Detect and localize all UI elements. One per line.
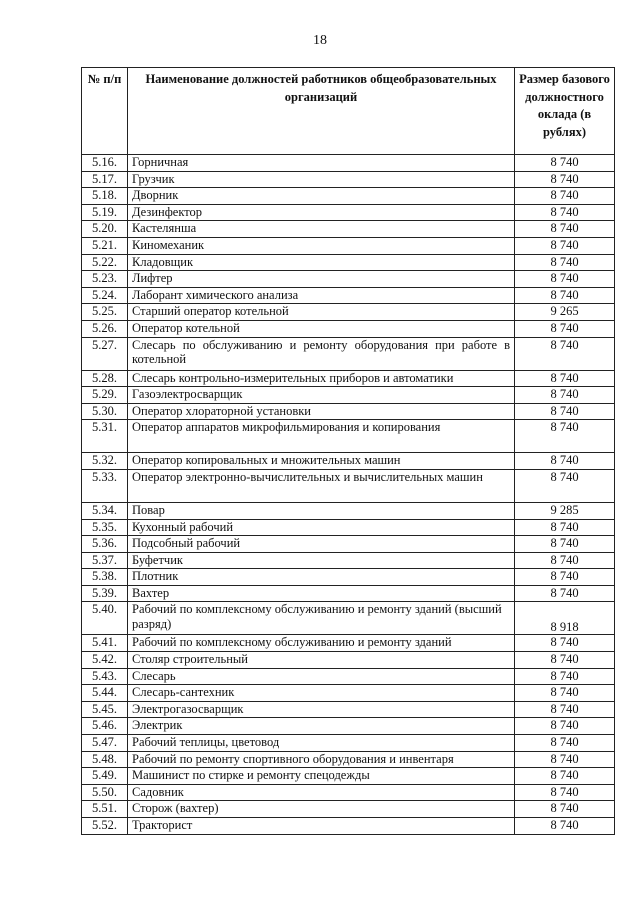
row-number: 5.42.	[82, 652, 128, 669]
position-name: Газоэлектросварщик	[128, 387, 515, 404]
row-number: 5.45.	[82, 701, 128, 718]
row-number: 5.23.	[82, 271, 128, 288]
position-name: Лаборант химического анализа	[128, 287, 515, 304]
page-number: 18	[313, 33, 327, 48]
table-row	[82, 701, 615, 718]
base-salary: 8 740	[515, 420, 615, 453]
position-name: Лифтер	[128, 271, 515, 288]
base-salary: 8 740	[515, 735, 615, 752]
base-salary: 8 740	[515, 237, 615, 254]
position-name: Вахтер	[128, 585, 515, 602]
row-number: 5.34.	[82, 502, 128, 519]
table-row	[82, 552, 615, 569]
base-salary: 8 740	[515, 337, 615, 370]
row-number: 5.52.	[82, 818, 128, 835]
position-name: Кладовщик	[128, 254, 515, 271]
position-name: Буфетчик	[128, 552, 515, 569]
table-row	[82, 536, 615, 553]
row-number: 5.49.	[82, 768, 128, 785]
table-row	[82, 237, 615, 254]
position-name: Рабочий по ремонту спортивного оборудования и инвентаря	[128, 751, 515, 768]
base-salary: 8 740	[515, 387, 615, 404]
table-row	[82, 502, 615, 519]
row-number: 5.25.	[82, 304, 128, 321]
row-number: 5.31.	[82, 420, 128, 453]
table-row	[82, 420, 615, 453]
base-salary: 8 740	[515, 718, 615, 735]
table-row	[82, 287, 615, 304]
position-name: Садовник	[128, 784, 515, 801]
row-number: 5.35.	[82, 519, 128, 536]
base-salary: 8 740	[515, 751, 615, 768]
base-salary: 8 740	[515, 519, 615, 536]
table-row	[82, 320, 615, 337]
base-salary: 8 740	[515, 801, 615, 818]
row-number: 5.44.	[82, 685, 128, 702]
row-number: 5.18.	[82, 188, 128, 205]
position-name: Электрик	[128, 718, 515, 735]
position-name: Слесарь контрольно-измерительных приборов и автоматики	[128, 370, 515, 387]
row-number: 5.20.	[82, 221, 128, 238]
position-name: Сторож (вахтер)	[128, 801, 515, 818]
position-name: Слесарь по обслуживанию и ремонту оборудования при работе в котельной	[128, 337, 515, 370]
base-salary: 8 740	[515, 635, 615, 652]
row-number: 5.22.	[82, 254, 128, 271]
row-number: 5.21.	[82, 237, 128, 254]
base-salary: 8 740	[515, 818, 615, 835]
table-row	[82, 370, 615, 387]
base-salary: 8 740	[515, 271, 615, 288]
header-position-name: Наименование должностей работников общеобразовательных организаций	[128, 68, 515, 155]
base-salary: 8 740	[515, 453, 615, 470]
table-row	[82, 585, 615, 602]
table-row	[82, 387, 615, 404]
table-row	[82, 718, 615, 735]
position-name: Киномеханик	[128, 237, 515, 254]
table-row	[82, 171, 615, 188]
position-name: Оператор аппаратов микрофильмирования и копирования	[128, 420, 515, 453]
row-number: 5.19.	[82, 204, 128, 221]
base-salary: 8 740	[515, 403, 615, 420]
header-num: № п/п	[82, 68, 128, 155]
position-name: Оператор котельной	[128, 320, 515, 337]
row-number: 5.51.	[82, 801, 128, 818]
row-number: 5.48.	[82, 751, 128, 768]
position-name: Тракторист	[128, 818, 515, 835]
table-row	[82, 469, 615, 502]
position-name: Подсобный рабочий	[128, 536, 515, 553]
base-salary: 8 740	[515, 287, 615, 304]
table-row	[82, 652, 615, 669]
base-salary: 8 740	[515, 188, 615, 205]
table-row	[82, 453, 615, 470]
table-row	[82, 254, 615, 271]
row-number: 5.40.	[82, 602, 128, 635]
base-salary: 9 285	[515, 502, 615, 519]
base-salary: 8 740	[515, 536, 615, 553]
table-row	[82, 204, 615, 221]
row-number: 5.26.	[82, 320, 128, 337]
table-row	[82, 784, 615, 801]
table-row	[82, 602, 615, 635]
position-name: Рабочий по комплексному обслуживанию и ремонту зданий	[128, 635, 515, 652]
base-salary: 8 740	[515, 585, 615, 602]
base-salary: 8 740	[515, 768, 615, 785]
position-name: Рабочий по комплексному обслуживанию и ремонту зданий (высший разряд)	[128, 602, 515, 635]
position-name: Слесарь-сантехник	[128, 685, 515, 702]
base-salary: 8 740	[515, 320, 615, 337]
row-number: 5.17.	[82, 171, 128, 188]
base-salary: 8 740	[515, 469, 615, 502]
position-name: Дезинфектор	[128, 204, 515, 221]
position-name: Повар	[128, 502, 515, 519]
position-name: Столяр строительный	[128, 652, 515, 669]
base-salary: 8 740	[515, 221, 615, 238]
table-row	[82, 271, 615, 288]
table-row	[82, 403, 615, 420]
row-number: 5.33.	[82, 469, 128, 502]
table-row	[82, 818, 615, 835]
position-name: Кастелянша	[128, 221, 515, 238]
row-number: 5.36.	[82, 536, 128, 553]
base-salary: 8 740	[515, 254, 615, 271]
row-number: 5.32.	[82, 453, 128, 470]
base-salary: 8 740	[515, 370, 615, 387]
table-row	[82, 801, 615, 818]
row-number: 5.30.	[82, 403, 128, 420]
base-salary: 8 740	[515, 569, 615, 586]
position-name: Электрогазосварщик	[128, 701, 515, 718]
base-salary: 8 740	[515, 685, 615, 702]
position-name: Плотник	[128, 569, 515, 586]
table-row	[82, 668, 615, 685]
base-salary: 8 740	[515, 668, 615, 685]
row-number: 5.43.	[82, 668, 128, 685]
position-name: Машинист по стирке и ремонту спецодежды	[128, 768, 515, 785]
position-name: Оператор хлораторной установки	[128, 403, 515, 420]
row-number: 5.28.	[82, 370, 128, 387]
base-salary: 8 740	[515, 171, 615, 188]
base-salary: 8 740	[515, 701, 615, 718]
position-name: Оператор копировальных и множительных машин	[128, 453, 515, 470]
header-salary: Размер базового должностного оклада (в рублях)	[515, 68, 615, 155]
table-row	[82, 768, 615, 785]
position-name: Оператор электронно-вычислительных и вычислительных машин	[128, 469, 515, 502]
row-number: 5.37.	[82, 552, 128, 569]
base-salary: 9 265	[515, 304, 615, 321]
row-number: 5.29.	[82, 387, 128, 404]
position-name: Грузчик	[128, 171, 515, 188]
row-number: 5.39.	[82, 585, 128, 602]
table-row	[82, 735, 615, 752]
position-name: Кухонный рабочий	[128, 519, 515, 536]
base-salary: 8 918	[515, 602, 615, 635]
table-row	[82, 685, 615, 702]
row-number: 5.50.	[82, 784, 128, 801]
row-number: 5.38.	[82, 569, 128, 586]
header-row	[82, 68, 615, 155]
base-salary: 8 740	[515, 652, 615, 669]
row-number: 5.46.	[82, 718, 128, 735]
row-number: 5.16.	[82, 155, 128, 172]
base-salary: 8 740	[515, 155, 615, 172]
salary-table	[81, 67, 615, 835]
position-name: Дворник	[128, 188, 515, 205]
table-row	[82, 751, 615, 768]
position-name: Старший оператор котельной	[128, 304, 515, 321]
row-number: 5.47.	[82, 735, 128, 752]
position-name: Горничная	[128, 155, 515, 172]
table-body	[82, 155, 615, 835]
position-name: Слесарь	[128, 668, 515, 685]
row-number: 5.41.	[82, 635, 128, 652]
table-row	[82, 519, 615, 536]
table-row	[82, 221, 615, 238]
table-row	[82, 569, 615, 586]
row-number: 5.24.	[82, 287, 128, 304]
table-row	[82, 304, 615, 321]
table-row	[82, 188, 615, 205]
table-row	[82, 635, 615, 652]
table-header	[82, 68, 615, 155]
position-name: Рабочий теплицы, цветовод	[128, 735, 515, 752]
base-salary: 8 740	[515, 784, 615, 801]
table-row	[82, 155, 615, 172]
base-salary: 8 740	[515, 204, 615, 221]
base-salary: 8 740	[515, 552, 615, 569]
row-number: 5.27.	[82, 337, 128, 370]
table-row	[82, 337, 615, 370]
